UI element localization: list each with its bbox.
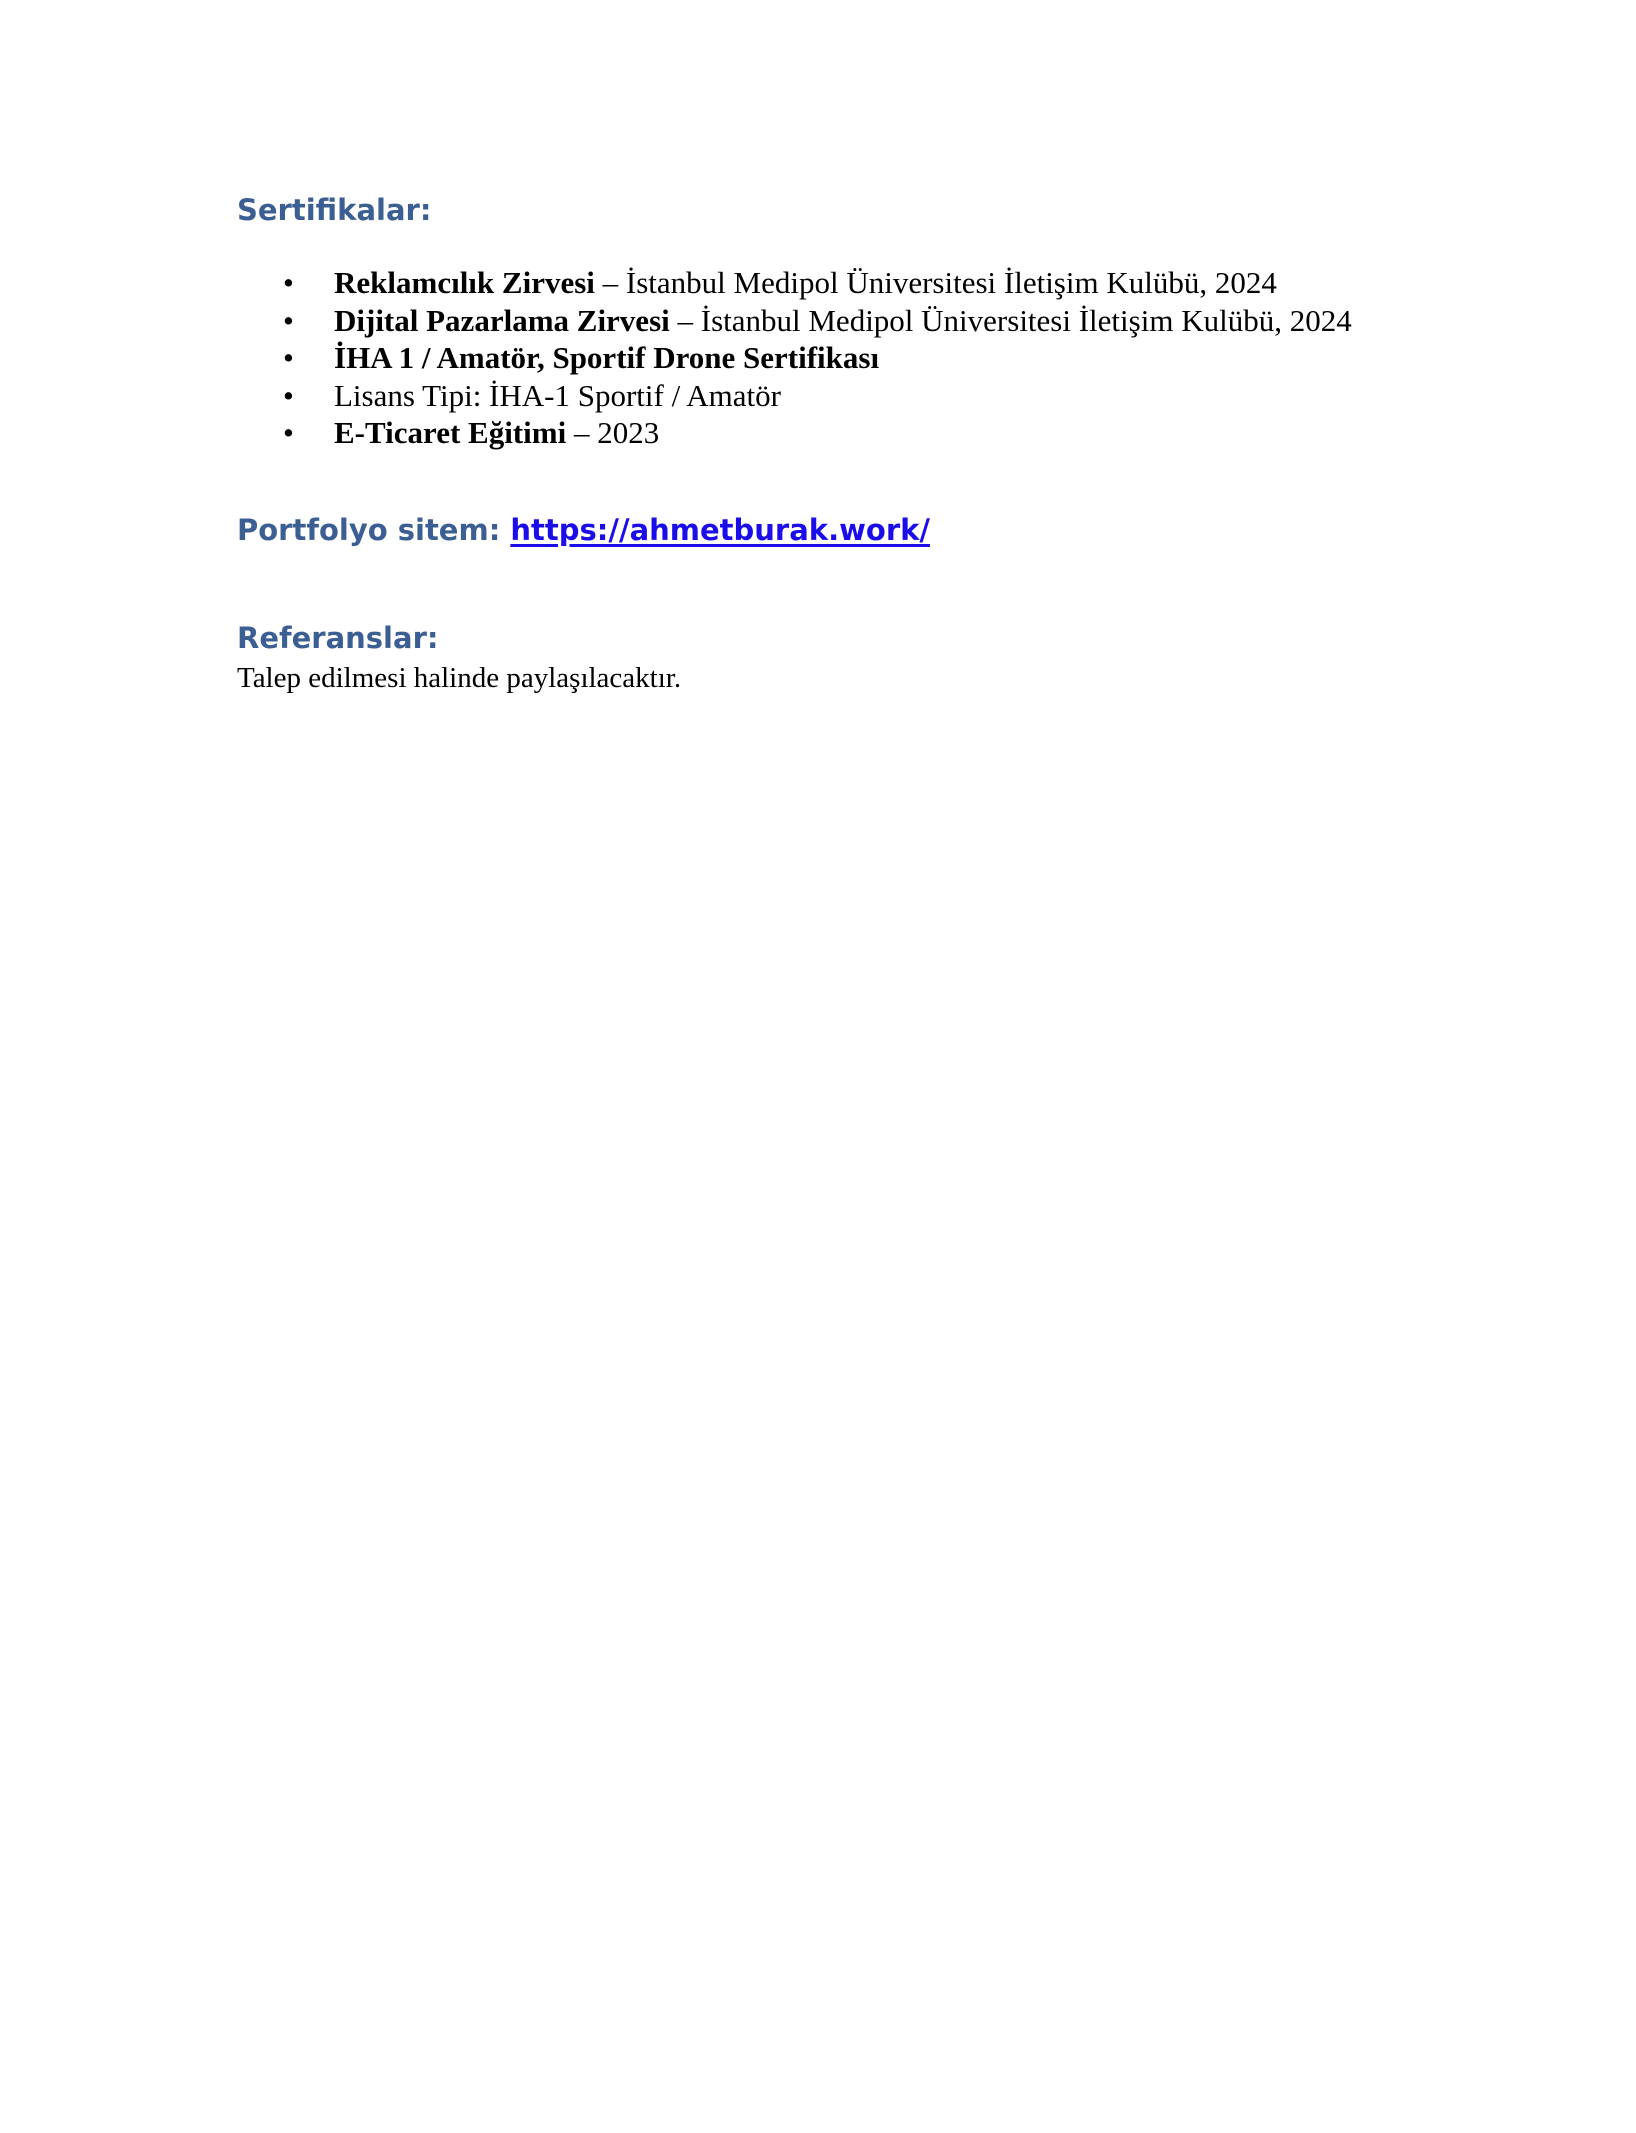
references-heading: Referanslar: (237, 620, 439, 655)
certificate-title: Dijital Pazarlama Zirvesi (334, 302, 670, 338)
certificate-detail: Lisans Tipi: İHA-1 Sportif / Amatör (334, 377, 781, 413)
list-item (237, 414, 1437, 452)
certificate-title: İHA 1 / Amatör, Sportif Drone Sertifikası (334, 340, 880, 375)
bullet-icon: • (283, 377, 294, 413)
bullet-icon: • (283, 340, 294, 375)
certificate-title: Reklamcılık Zirvesi (334, 265, 595, 300)
list-item (237, 302, 1437, 340)
bullet-icon: • (283, 265, 294, 300)
list-item (237, 339, 1437, 377)
bullet-icon: • (283, 302, 294, 338)
portfolio-label: Portfolyo sitem: (237, 512, 511, 547)
certificate-detail: – İstanbul Medipol Üniversitesi İletişim Kulübü, 2024 (594, 265, 1277, 300)
portfolio-link[interactable]: https://ahmetburak.work/ (510, 512, 930, 547)
certificate-title: E-Ticaret Eğitimi (334, 415, 567, 450)
references-text: Talep edilmesi halinde paylaşılacaktır. (237, 661, 682, 694)
certificates-list (237, 264, 1437, 452)
list-item (237, 264, 1437, 302)
bullet-icon: • (283, 415, 294, 450)
list-item (237, 377, 1437, 415)
page-content (237, 190, 1437, 698)
certificate-detail: – 2023 (566, 415, 660, 450)
portfolio-heading (237, 510, 1437, 550)
certificates-heading: Sertifikalar: (237, 193, 432, 227)
certificate-detail: – İstanbul Medipol Üniversitesi İletişim Kulübü, 2024 (669, 302, 1352, 338)
